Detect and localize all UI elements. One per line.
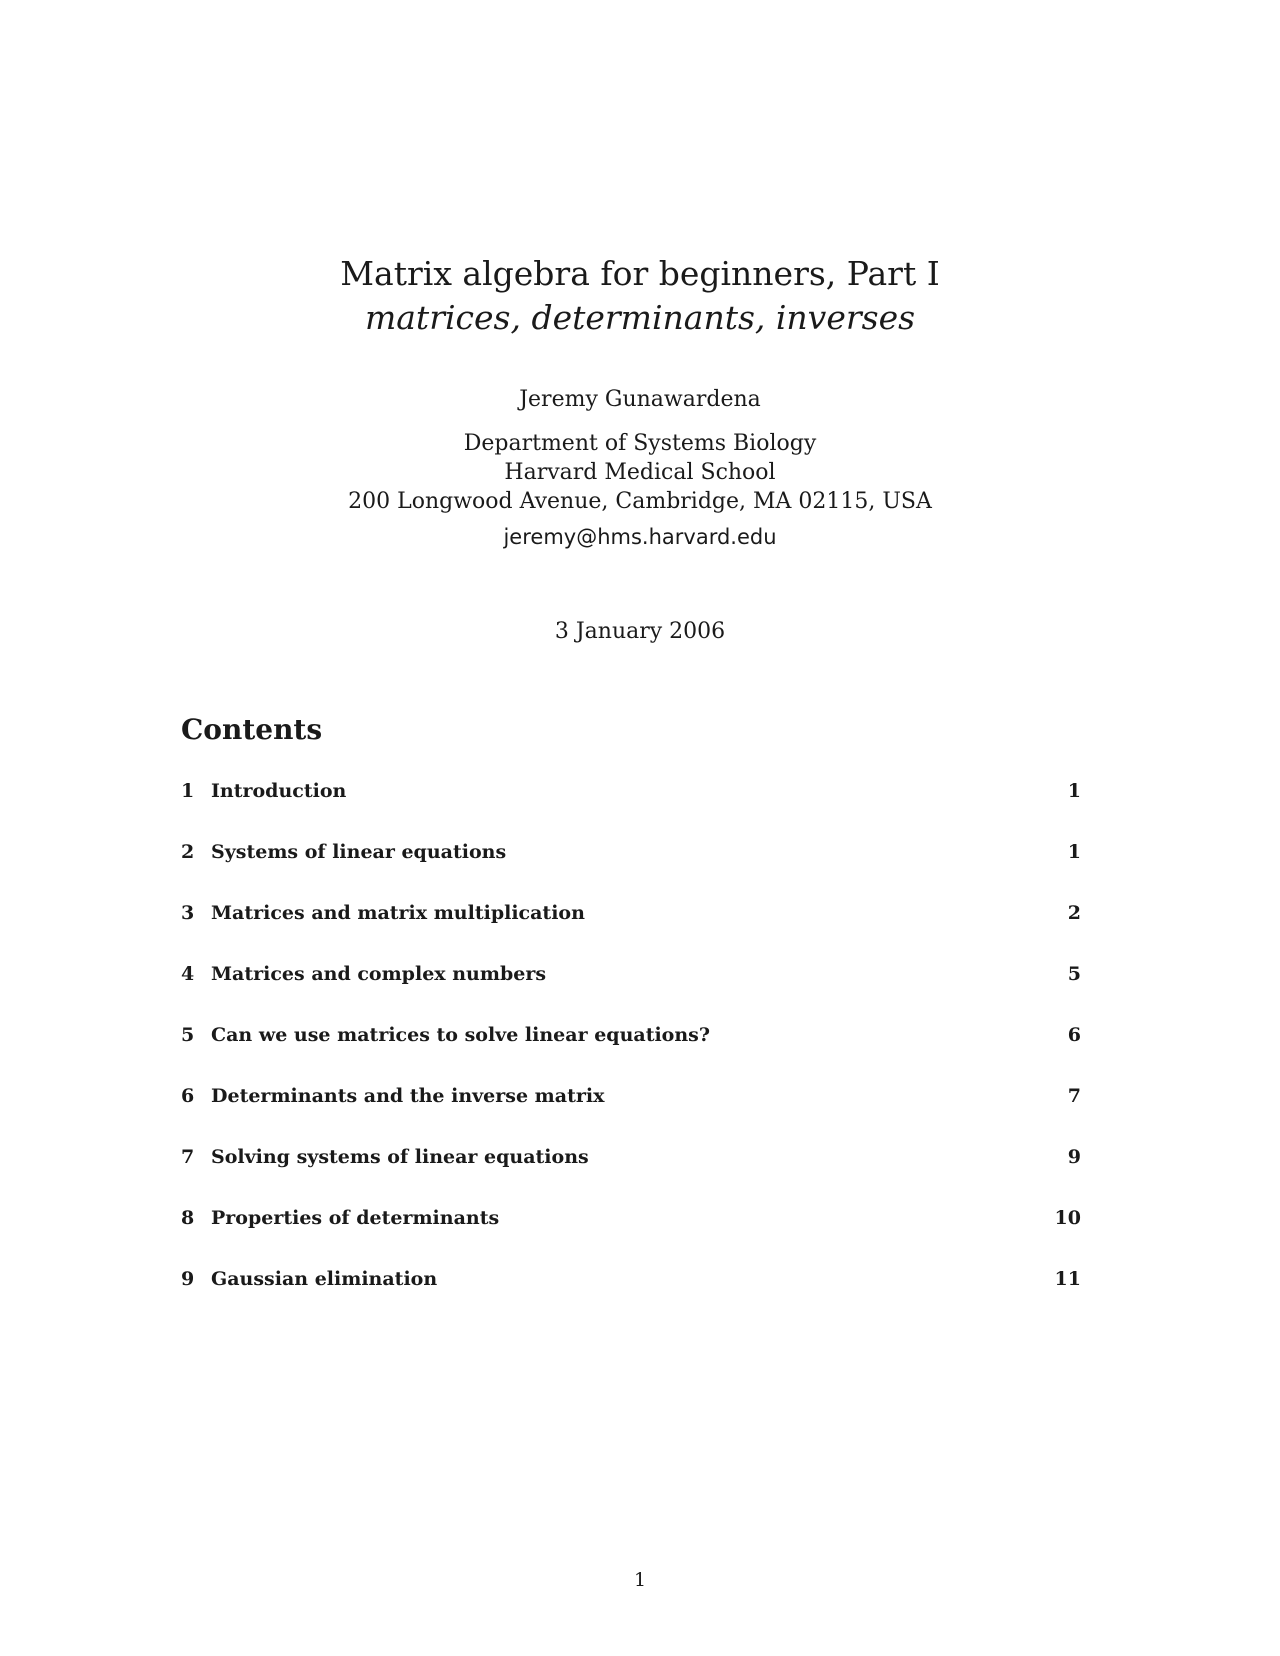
- toc-entry: [181, 1083, 1081, 1144]
- toc-entry-number: 2: [181, 841, 195, 863]
- toc-entry-title: Matrices and complex numbers: [211, 963, 547, 985]
- toc-entry: [181, 900, 1081, 961]
- document-date: 3 January 2006: [554, 619, 726, 644]
- toc-entry-title: Matrices and matrix multiplication: [211, 902, 585, 924]
- toc-entry-page: 6: [1067, 1024, 1081, 1046]
- table-of-contents: [181, 778, 1081, 1327]
- document-title: Matrix algebra for beginners, Part I: [340, 254, 940, 293]
- affiliation-address: 200 Longwood Avenue, Cambridge, MA 02115, USA: [348, 489, 932, 514]
- author-name: Jeremy Gunawardena: [519, 387, 761, 412]
- author-email: jeremy@hms.harvard.edu: [503, 525, 777, 549]
- document-subtitle: matrices, determinants, inverses: [364, 298, 916, 337]
- affiliation-school: Harvard Medical School: [504, 460, 776, 485]
- toc-entry: [181, 1022, 1081, 1083]
- toc-entry-number: 9: [181, 1268, 195, 1290]
- toc-entry-page: 9: [1067, 1146, 1081, 1168]
- toc-entry: [181, 1266, 1081, 1327]
- author-affiliation: [0, 429, 1280, 516]
- contents-heading: Contents: [181, 713, 323, 746]
- toc-entry-page: 11: [1054, 1268, 1081, 1290]
- toc-entry-number: 8: [181, 1207, 195, 1229]
- toc-entry-page: 2: [1067, 902, 1081, 924]
- toc-entry-title: Solving systems of linear equations: [211, 1146, 589, 1168]
- toc-entry-number: 6: [181, 1085, 195, 1107]
- toc-entry-number: 5: [181, 1024, 195, 1046]
- toc-entry-number: 1: [181, 780, 195, 802]
- page-number: 1: [633, 1569, 647, 1591]
- toc-entry: [181, 1144, 1081, 1205]
- toc-entry: [181, 1205, 1081, 1266]
- toc-entry-title: Properties of determinants: [211, 1207, 500, 1229]
- toc-entry-title: Gaussian elimination: [211, 1268, 438, 1290]
- toc-entry: [181, 778, 1081, 839]
- toc-entry-title: Determinants and the inverse matrix: [211, 1085, 605, 1107]
- toc-entry-title: Can we use matrices to solve linear equations?: [211, 1024, 711, 1046]
- toc-entry-page: 5: [1067, 963, 1081, 985]
- toc-entry-number: 4: [181, 963, 195, 985]
- toc-entry: [181, 839, 1081, 900]
- toc-entry-number: 3: [181, 902, 195, 924]
- toc-entry: [181, 961, 1081, 1022]
- toc-entry-title: Introduction: [211, 780, 347, 802]
- toc-entry-page: 10: [1054, 1207, 1081, 1229]
- toc-entry-page: 1: [1067, 780, 1081, 802]
- toc-entry-page: 7: [1067, 1085, 1081, 1107]
- toc-entry-number: 7: [181, 1146, 195, 1168]
- toc-entry-page: 1: [1067, 841, 1081, 863]
- toc-entry-title: Systems of linear equations: [211, 841, 507, 863]
- affiliation-department: Department of Systems Biology: [463, 431, 817, 456]
